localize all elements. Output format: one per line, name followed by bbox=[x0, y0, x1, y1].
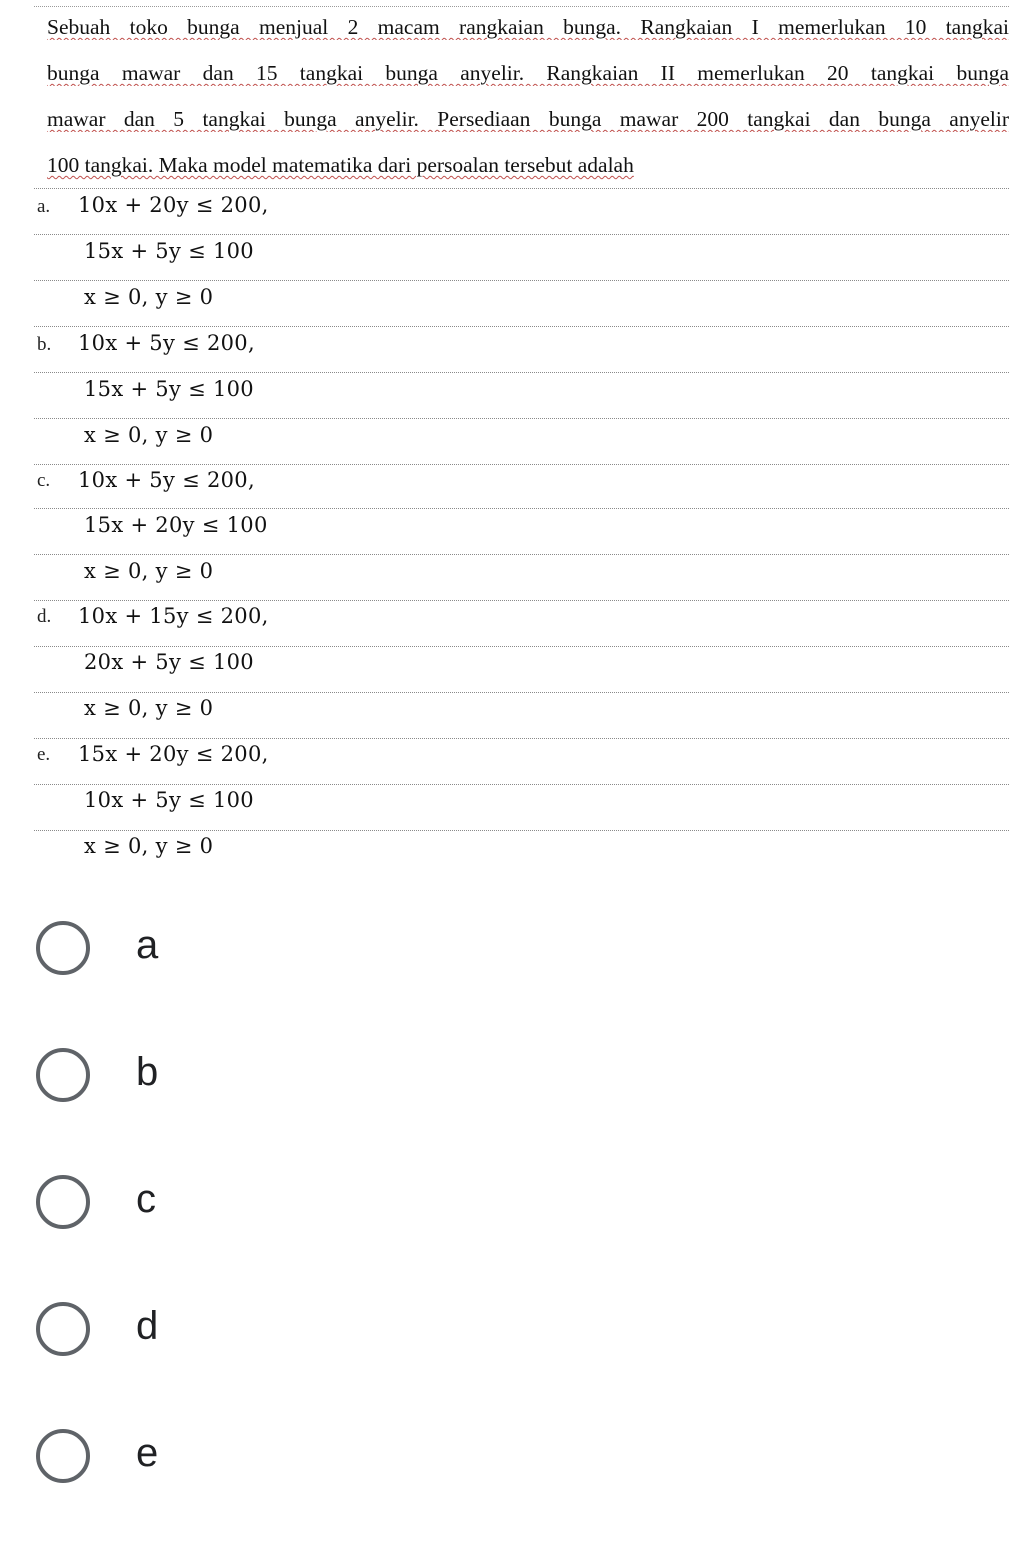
divider bbox=[34, 646, 1009, 647]
option-letter-a: a. bbox=[37, 196, 51, 217]
divider bbox=[34, 738, 1009, 739]
divider bbox=[34, 692, 1009, 693]
answer-option-a[interactable] bbox=[0, 905, 400, 995]
answer-option-b[interactable] bbox=[0, 1032, 400, 1122]
divider bbox=[34, 372, 1009, 373]
option-c-line-1: 10x + 5y ≤ 200, bbox=[78, 468, 255, 492]
question-line-2: bunga mawar dan 15 tangkai bunga anyelir. Rangkaian II memerlukan 20 tangkai bunga bbox=[47, 61, 1009, 85]
divider bbox=[34, 784, 1009, 785]
option-c-line-3: x ≥ 0, y ≥ 0 bbox=[84, 559, 214, 583]
question-line-1: Sebuah toko bunga menjual 2 macam rangkaian bunga. Rangkaian I memerlukan 10 tangkai bbox=[47, 15, 1009, 39]
radio-button-d[interactable] bbox=[36, 1302, 90, 1356]
divider bbox=[34, 188, 1009, 189]
radio-button-c[interactable] bbox=[36, 1175, 90, 1229]
option-c-line-2: 15x + 20y ≤ 100 bbox=[84, 513, 268, 537]
divider bbox=[34, 326, 1009, 327]
question-line-4: 100 tangkai. Maka model matematika dari persoalan tersebut adalah bbox=[47, 153, 634, 177]
radio-button-e[interactable] bbox=[36, 1429, 90, 1483]
divider bbox=[34, 830, 1009, 831]
option-d-line-3: x ≥ 0, y ≥ 0 bbox=[84, 696, 214, 720]
option-b-line-1: 10x + 5y ≤ 200, bbox=[78, 331, 255, 355]
option-e-line-2: 10x + 5y ≤ 100 bbox=[84, 788, 254, 812]
answer-option-e[interactable] bbox=[0, 1413, 400, 1503]
answer-label-a: a bbox=[136, 923, 159, 967]
divider bbox=[34, 464, 1009, 465]
divider bbox=[34, 554, 1009, 555]
radio-button-a[interactable] bbox=[36, 921, 90, 975]
question-line-3: mawar dan 5 tangkai bunga anyelir. Persediaan bunga mawar 200 tangkai dan bunga anyelir bbox=[47, 107, 1009, 131]
radio-button-b[interactable] bbox=[36, 1048, 90, 1102]
divider bbox=[34, 280, 1009, 281]
answer-label-d: d bbox=[136, 1304, 159, 1348]
option-letter-b: b. bbox=[37, 334, 52, 355]
option-a-line-1: 10x + 20y ≤ 200, bbox=[78, 193, 269, 217]
divider bbox=[34, 600, 1009, 601]
option-letter-c: c. bbox=[37, 470, 51, 491]
answer-label-b: b bbox=[136, 1050, 159, 1094]
divider bbox=[34, 418, 1009, 419]
answer-label-c: c bbox=[136, 1177, 156, 1221]
option-d-line-1: 10x + 15y ≤ 200, bbox=[78, 604, 269, 628]
option-b-line-2: 15x + 5y ≤ 100 bbox=[84, 377, 254, 401]
answer-option-c[interactable] bbox=[0, 1159, 400, 1249]
divider bbox=[34, 508, 1009, 509]
option-b-line-3: x ≥ 0, y ≥ 0 bbox=[84, 423, 214, 447]
divider bbox=[34, 6, 1009, 7]
option-e-line-3: x ≥ 0, y ≥ 0 bbox=[84, 834, 214, 858]
option-d-line-2: 20x + 5y ≤ 100 bbox=[84, 650, 254, 674]
divider bbox=[34, 234, 1009, 235]
option-letter-e: e. bbox=[37, 744, 51, 765]
option-a-line-3: x ≥ 0, y ≥ 0 bbox=[84, 285, 214, 309]
answer-option-d[interactable] bbox=[0, 1286, 400, 1376]
option-a-line-2: 15x + 5y ≤ 100 bbox=[84, 239, 254, 263]
answer-label-e: e bbox=[136, 1431, 159, 1475]
option-letter-d: d. bbox=[37, 606, 52, 627]
option-e-line-1: 15x + 20y ≤ 200, bbox=[78, 742, 269, 766]
